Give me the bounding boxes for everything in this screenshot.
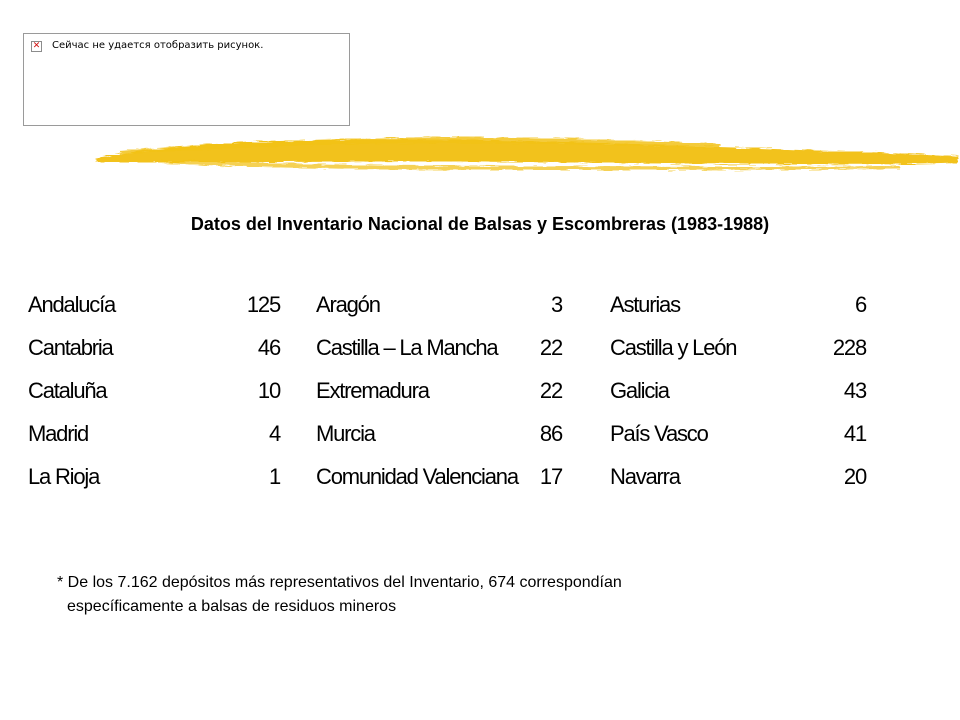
table-row <box>28 283 280 326</box>
region-count: 20 <box>843 464 866 489</box>
data-column-1 <box>28 283 280 498</box>
footnote <box>57 571 622 619</box>
page-title: Datos del Inventario Nacional de Balsas y Escombreras (1983-1988) <box>190 214 770 234</box>
broken-image-icon: ✕ <box>32 41 41 51</box>
region-count: 41 <box>843 421 866 446</box>
region-name: Castilla – La Mancha <box>316 335 498 360</box>
table-row <box>316 369 562 412</box>
region-count: 6 <box>854 292 866 317</box>
table-row <box>610 283 866 326</box>
region-name: La Rioja <box>28 464 100 489</box>
yellow-brush-stroke <box>0 0 960 200</box>
region-name: Andalucía <box>28 292 116 317</box>
table-row <box>28 369 280 412</box>
region-name: País Vasco <box>610 421 708 446</box>
region-name: Asturias <box>610 292 680 317</box>
data-column-2 <box>316 283 562 498</box>
region-name: Murcia <box>316 421 375 446</box>
table-row <box>610 412 866 455</box>
table-row <box>316 326 562 369</box>
region-count: 46 <box>257 335 280 360</box>
region-count: 43 <box>843 378 866 403</box>
region-name: Cataluña <box>28 378 107 403</box>
region-name: Castilla y León <box>610 335 737 360</box>
region-count: 22 <box>539 335 562 360</box>
data-column-3 <box>610 283 866 498</box>
region-count: 4 <box>268 421 280 446</box>
region-name: Comunidad Valenciana <box>316 464 518 489</box>
footnote-line-1: * De los 7.162 depósitos más representativos del Inventario, 674 correspondían <box>57 574 622 591</box>
table-row <box>316 412 562 455</box>
table-row <box>28 326 280 369</box>
region-count: 22 <box>539 378 562 403</box>
region-count: 125 <box>246 292 280 317</box>
region-name: Madrid <box>28 421 89 446</box>
table-row <box>316 283 562 326</box>
region-name: Extremadura <box>316 378 429 403</box>
region-count: 10 <box>257 378 280 403</box>
table-row <box>28 455 280 498</box>
region-count: 1 <box>268 464 280 489</box>
table-row <box>316 455 562 498</box>
region-name: Cantabria <box>28 335 113 360</box>
region-name: Galicia <box>610 378 669 403</box>
table-row <box>610 369 866 412</box>
region-count: 17 <box>539 464 562 489</box>
region-count: 3 <box>550 292 562 317</box>
table-row <box>610 326 866 369</box>
table-row <box>610 455 866 498</box>
table-row <box>28 412 280 455</box>
footnote-line-2: específicamente a balsas de residuos mineros <box>67 598 397 615</box>
region-name: Aragón <box>316 292 380 317</box>
broken-image-message: Сейчас не удается отобразить рисунок. <box>52 40 264 51</box>
region-count: 86 <box>539 421 562 446</box>
region-name: Navarra <box>610 464 680 489</box>
region-count: 228 <box>832 335 866 360</box>
